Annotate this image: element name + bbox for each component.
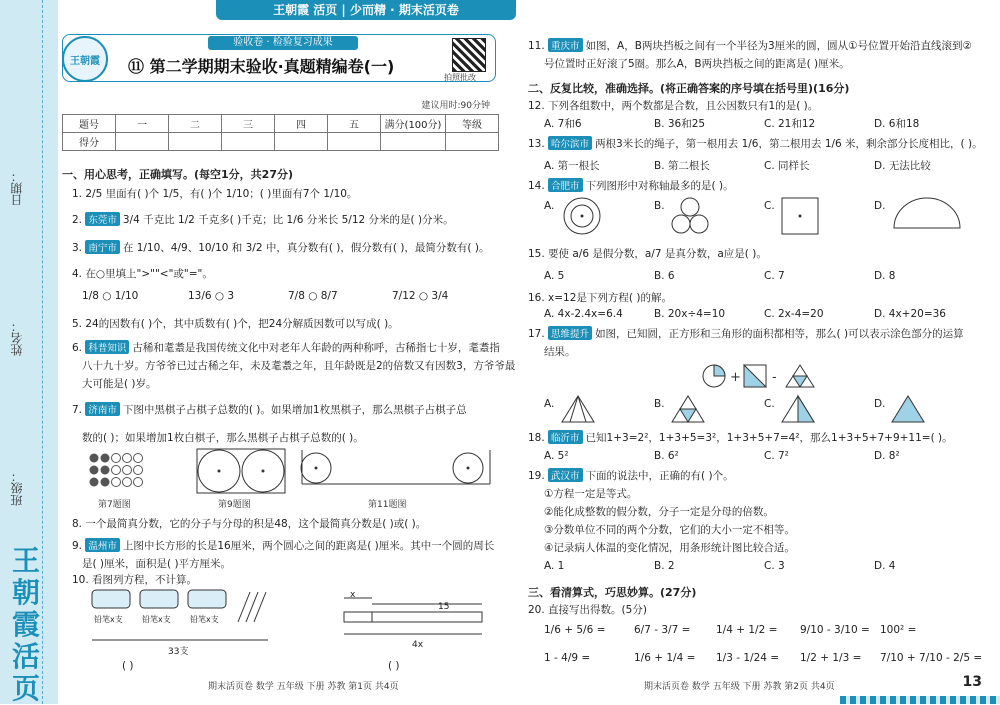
page-title [128,54,394,77]
fig7-caption: 第7题图 [98,500,131,510]
score-table [62,114,499,151]
question-9-line2: 是( )厘米，面积是( )平方厘米。 [82,558,232,570]
question-8: 8. 一个最简真分数，它的分子与分母的积是48，这个最简真分数是( )或( )。 [72,518,427,530]
q19-statement-1: ①方程一定是等式。 [544,488,638,500]
q18-option-c[interactable]: C. 7² [764,450,789,462]
q18-option-b[interactable]: B. 6² [654,450,679,462]
question-20: 20. 直接写出得数。(5分) [528,604,647,616]
section-1-heading: 一、用心思考，正确填写。(每空1分，共27分) [62,168,294,181]
title-text: 第二学期期末验收·真题精编卷(一) [149,57,395,76]
q20-item-5: 100² = [880,624,917,636]
question-4: 4. 在○里填上">""<"或"="。 [72,268,213,280]
q13-option-c[interactable]: C. 同样长 [764,160,810,172]
q14-option-d[interactable]: D. [874,200,886,212]
q14-option-a[interactable]: A. [544,200,555,212]
q17-option-c[interactable]: C. [764,398,775,410]
region-tag: 临沂市 [548,430,583,444]
right-footer: 期末活页卷 数学 五年级 下册 苏教 第2页 共4页 [644,682,835,692]
q20-item-3: 1/4 + 1/2 = [716,624,778,636]
q13-option-d[interactable]: D. 无法比较 [874,160,931,172]
q14-option-b[interactable]: B. [654,200,665,212]
q17-option-b[interactable]: B. [654,398,665,410]
left-footer: 期末活页卷 数学 五年级 下册 苏教 第1页 共4页 [208,682,399,692]
three-circles-icon [670,196,710,236]
q19-statement-4: ④记录病人体温的变化情况，用条形统计图比较合适。 [544,542,795,554]
region-tag: 温州市 [85,538,120,552]
q16-option-c[interactable]: C. 2x-4=20 [764,308,824,320]
q19-option-b[interactable]: B. 2 [654,560,675,572]
q4-item-2: 13/6 ○ 3 [188,290,235,302]
triangle-shaded-icon [890,394,926,424]
semicircle-icon [892,196,962,230]
q14-option-c[interactable]: C. [764,200,775,212]
q19-option-c[interactable]: C. 3 [764,560,785,572]
question-11: 11. 重庆市 如图，A，B两块挡板之间有一个半径为3厘米的圆，圆从①号位置开始沿直线滚到② [528,40,972,52]
question-12: 12. 下列各组数中，两个数都是合数，且公因数只有1的是( )。 [528,100,819,112]
section-2-heading: 二、反复比较，准确选择。(将正确答案的序号填在括号里)(16分) [528,82,850,95]
question-2: 2. 东莞市 3/4 千克比 1/2 千克多( )千克；比 1/6 分米长 5/12 分米的是( )分米。 [72,214,454,226]
question-7-line2: 数的( )；如果增加1枚白棋子，那么黑棋子占棋子总数的( )。 [82,432,364,444]
q20-item-2: 6/7 - 3/7 = [634,624,691,636]
question-6-line2: 八十九十岁。方爷爷已过古稀之年，未及耄耋之年，且年龄既是2的倍数又有因数3，方爷爷最 [82,360,516,372]
brand-vertical-logo: 王朝霞活页 [11,544,40,705]
region-tag: 哈尔滨市 [548,136,592,150]
question-11-line2: 号位置时正好滚了5圈。那么A，B两块挡板之间的距离是( )厘米。 [544,58,850,70]
class-label: 班级： [10,470,24,506]
top-band: 王朝霞 活页 | 少而精 · 期末活页卷 [216,0,516,20]
name-label: 姓名： [10,320,24,356]
q12-option-d[interactable]: D. 6和18 [874,118,920,130]
pencil-box-label-2: 铅笔x支 [142,615,171,624]
date-label: 日期： [10,170,24,206]
q13-option-b[interactable]: B. 第二根长 [654,160,710,172]
q18-option-a[interactable]: A. 5² [544,450,569,462]
q10-15-label: 15 [438,602,450,612]
q15-option-c[interactable]: C. 7 [764,270,785,282]
region-tag: 南宁市 [85,240,120,254]
qr-caption: 拍照批改 [444,73,476,82]
score-table-score-row: 得分 [63,133,499,151]
q10-x-label: x [350,590,356,600]
question-3: 3. 南宁市 在 1/10、4/9、10/10 和 3/2 中，真分数有( )，假分数有( )，最简分数有( )。 [72,242,490,254]
question-13: 13. 哈尔滨市 两根3米长的绳子，第一根用去 1/6，第二根用去 1/6 米，剩余部分长度相比，( )。 [528,138,983,150]
bottom-stripe [840,696,1000,704]
region-tag: 济南市 [85,402,120,416]
square-with-dot-icon [780,196,820,236]
question-18: 18. 临沂市 已知1+3=2²，1+3+5=3²，1+3+5+7=4²，那么1+3+5+7+9+11=( )。 [528,432,953,444]
q4-item-1: 1/8 ○ 1/10 [82,290,139,302]
pencil-box-label-1: 铅笔x支 [94,615,123,624]
q20-item-8: 1/3 - 1/24 = [716,652,780,664]
q20-item-10: 7/10 + 7/10 - 2/5 = [880,652,983,664]
suggested-time: 建议用时:90分钟 [421,101,490,111]
q19-statement-2: ②能化成整数的假分数，分子一定是分母的倍数。 [544,506,774,518]
pencil-box-label-3: 铅笔x支 [190,615,219,624]
question-17: 17. 思维提升 如图，已知圆，正方形和三角形的面积都相等，那么( )可以表示涂色部分的运算 [528,328,964,340]
q16-option-b[interactable]: B. 20x÷4=10 [654,308,726,320]
q20-item-9: 1/2 + 1/3 = [800,652,862,664]
question-16: 16. x=12是下列方程( )的解。 [528,292,672,304]
q16-option-d[interactable]: D. 4x+20=36 [874,308,946,320]
triangle-split-icon [670,394,706,424]
region-tag: 重庆市 [548,38,583,52]
q15-option-a[interactable]: A. 5 [544,270,565,282]
question-10: 10. 看图列方程，不计算。 [72,574,198,586]
fig11-caption: 第11题图 [368,500,407,510]
triangle-half-shaded-icon [780,394,816,424]
qr-code-icon[interactable] [452,38,486,72]
subtitle-band: 验收卷 · 检验复习成果 [208,36,358,50]
q12-option-c[interactable]: C. 21和12 [764,118,816,130]
triangle-lines-icon [560,394,596,424]
region-tag: 科普知识 [85,340,129,354]
question-15: 15. 要使 a/6 是假分数，a/7 是真分数，a应是( )。 [528,248,767,260]
q12-option-b[interactable]: B. 36和25 [654,118,706,130]
q4-item-3: 7/8 ○ 8/7 [288,290,338,302]
svg-text:+: + [730,370,741,385]
q19-option-d[interactable]: D. 4 [874,560,896,572]
q20-item-7: 1/6 + 1/4 = [634,652,696,664]
fig9-caption: 第9题图 [218,500,251,510]
left-page: 王朝霞 活页 | 少而精 · 期末活页卷 王朝霞 验收卷 · 检验复习成果 ⑪ 第二学期期末验收·真题精编卷(一) 拍照批改 建议用时:90分钟 题号 一 二 三 四 五 满分(100分) 等级 得分 一、用心思考，正确填写。(每空1分，共27分) 1. 2/5 里面有( )个 1/5，有( )个 1/10；( )里面有7个 1/10。 2. 东莞市 3/4 千克比 1/2 千克多( )千克；比 1/6 分米长 5/12 分米的是( )分米。 3. 南宁市 在 1/10、4/9、10/10 和 3/2 中，真分数有( )，假分数有( )，最简分数有( )。 4. 在○里填上">""<"或"="。 1/8 ○ 1/10 13/6 ○ 3 7/8 ○ 8/7 7/12 ○ 3/4 5. 24的因数有( )个，其中质数有( )个，把24分解质因数可以写成( )。 6. 科普知识 古稀和耄耋是我国传统文化中对老年人年龄的两种称呼，古稀指七十岁，耄耋指 八十九十岁。方爷爷已过古稀之年，未及耄耋之年，且年龄既是2的倍数又有因数3，方爷爷最 大可能是( )岁。 7. 济南市 下图中黑棋子占棋子总数的( )。如果增加1枚黑棋子，那么黑棋子占棋子总 数的( )；如果增加1枚白棋子，那么黑棋子占棋子总数的( )。 第7题图 第9题图 第11题图 8. 一个最简真分数，它的分子与分母的积是48，这个最简真分数是( )或( )。 9. 温州市 上图中长方形的长是16厘米，两个圆心之间的距离是( )厘米。其中一个圆的周长 是( )厘米，面积是( )平方厘米。 10. 看图列方程，不计算。 铅笔x支 铅笔x支 铅笔x支 33支 x 15 4x ( ) ( ) 期末活页卷 数学 五年级 下册 苏教 第1页 共4页 [58,0,520,704]
q13-option-a[interactable]: A. 第一根长 [544,160,600,172]
title-number: ⑪ [128,57,145,76]
binding-sidebar [0,0,58,704]
q18-option-d[interactable]: D. 8² [874,450,900,462]
question-7: 7. 济南市 下图中黑棋子占棋子总数的( )。如果增加1枚黑棋子，那么黑棋子占棋子总 [72,404,467,416]
section-3-heading: 三、看清算式，巧思妙算。(27分) [528,586,697,599]
q17-option-d[interactable]: D. [874,398,886,410]
question-6-line3: 大可能是( )岁。 [82,378,157,390]
question-14: 14. 合肥市 下列图形中对称轴最多的是( )。 [528,180,734,192]
q20-item-4: 9/10 - 3/10 = [800,624,870,636]
q17-option-a[interactable]: A. [544,398,555,410]
chess-pieces-figure [88,452,148,492]
q19-option-a[interactable]: A. 1 [544,560,565,572]
question-17-line2: 结果。 [544,346,576,358]
q15-option-b[interactable]: B. 6 [654,270,675,282]
question-6: 6. 科普知识 古稀和耄耋是我国传统文化中对老年人年龄的两种称呼，古稀指七十岁，耄耋指 [72,342,500,354]
q19-statement-3: ③分数单位不同的两个分数，它们的大小一定不相等。 [544,524,795,536]
score-table-header-row: 题号 一 二 三 四 五 满分(100分) 等级 [63,115,499,133]
q20-item-6: 1 - 4/9 = [544,652,591,664]
right-page [524,0,1000,704]
q16-option-a[interactable]: A. 4x-2.4x=6.4 [544,308,623,320]
q4-item-4: 7/12 ○ 3/4 [392,290,449,302]
concentric-circles-icon [562,196,602,236]
region-tag: 武汉市 [548,468,583,482]
svg-text:-: - [772,370,777,385]
question-19: 19. 武汉市 下面的说法中，正确的有( )个。 [528,470,734,482]
question-5: 5. 24的因数有( )个，其中质数有( )个，把24分解质因数可以写成( )。 [72,318,399,330]
publisher-logo-icon: 王朝霞 [62,36,108,82]
question-9: 9. 温州市 上图中长方形的长是16厘米，两个圆心之间的距离是( )厘米。其中一个圆的周长 [72,540,495,552]
shapes-operation-figure [702,362,842,390]
q10-4x-label: 4x [412,640,424,650]
q15-option-d[interactable]: D. 8 [874,270,896,282]
page-number: 13 [962,674,982,690]
q20-item-1: 1/6 + 5/6 = [544,624,606,636]
region-tag: 思维提升 [548,326,592,340]
region-tag: 合肥市 [548,178,583,192]
rolling-circle-figure [296,448,496,494]
two-circles-rectangle-figure [196,448,286,494]
question-1: 1. 2/5 里面有( )个 1/5，有( )个 1/10；( )里面有7个 1/10。 [72,188,358,200]
q12-option-a[interactable]: A. 7和6 [544,118,582,130]
region-tag: 东莞市 [85,212,120,226]
q10-total: 33支 [168,647,189,657]
